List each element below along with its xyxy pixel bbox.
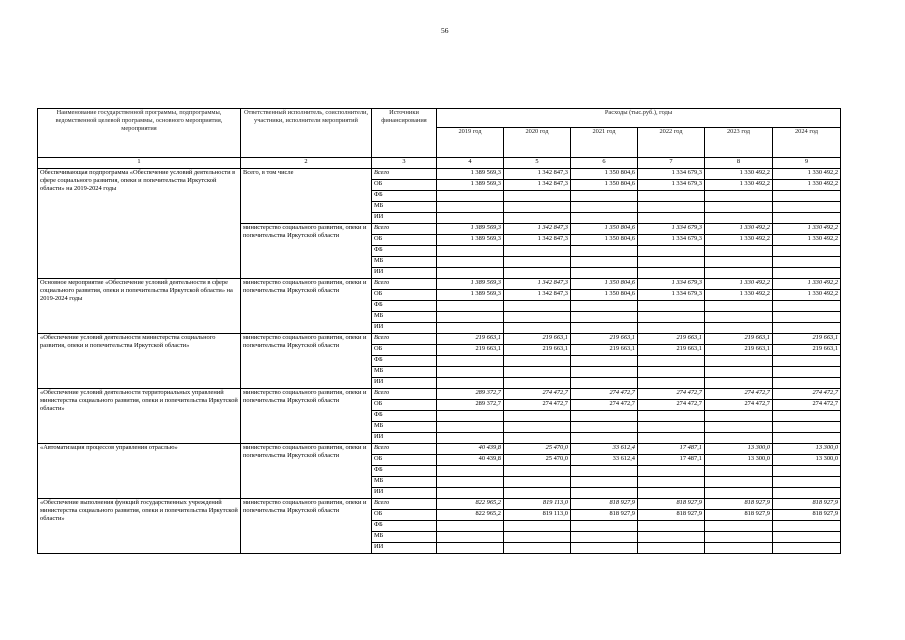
expense-value: 818 927,9 <box>638 499 705 510</box>
funding-source: МБ <box>372 422 437 433</box>
expense-value <box>773 213 841 224</box>
expense-value: 17 487,1 <box>638 455 705 466</box>
column-number: 3 <box>372 158 437 169</box>
expense-value <box>773 191 841 202</box>
funding-source: Всего <box>372 444 437 455</box>
expense-value <box>638 466 705 477</box>
header-name: Наименование государственной программы, подпрограммы, ведомственной целевой программы, основного мероприятия, мероприятия <box>38 109 241 158</box>
executor-name: министерство социального развития, опеки и попечительства Иркутской области <box>241 334 372 389</box>
header-year: 2019 год <box>437 128 504 158</box>
funding-source: ИИ <box>372 433 437 444</box>
expense-value <box>437 323 504 334</box>
expense-value <box>773 521 841 532</box>
program-name: «Автоматизация процессов управления отраслью» <box>38 444 241 499</box>
expense-value: 1 350 804,6 <box>571 169 638 180</box>
expense-value <box>504 323 571 334</box>
expense-value <box>773 422 841 433</box>
expense-value <box>638 246 705 257</box>
expense-value <box>705 521 773 532</box>
expense-value <box>571 466 638 477</box>
expense-value: 1 350 804,6 <box>571 180 638 191</box>
expense-value: 1 334 679,3 <box>638 169 705 180</box>
expense-value <box>437 202 504 213</box>
expense-value: 1 330 492,2 <box>773 290 841 301</box>
expense-value <box>638 488 705 499</box>
expense-value: 819 113,0 <box>504 510 571 521</box>
expense-value <box>705 378 773 389</box>
expense-value: 13 300,0 <box>705 444 773 455</box>
expense-value <box>705 202 773 213</box>
expense-value <box>773 488 841 499</box>
expense-value: 40 439,8 <box>437 455 504 466</box>
expense-value: 274 472,7 <box>571 400 638 411</box>
expense-value: 1 330 492,2 <box>773 224 841 235</box>
expense-value: 1 330 492,2 <box>705 180 773 191</box>
expense-value: 219 663,1 <box>571 345 638 356</box>
expense-value <box>437 411 504 422</box>
expense-value: 13 300,0 <box>773 444 841 455</box>
expense-value: 1 334 679,3 <box>638 180 705 191</box>
expense-value <box>638 268 705 279</box>
expense-value: 1 342 847,3 <box>504 169 571 180</box>
funding-source: Всего <box>372 169 437 180</box>
expense-value <box>705 543 773 554</box>
expense-value: 1 389 569,3 <box>437 290 504 301</box>
page-number: 56 <box>441 26 449 35</box>
expense-value: 40 439,8 <box>437 444 504 455</box>
expense-value: 1 389 569,3 <box>437 180 504 191</box>
expense-value <box>571 411 638 422</box>
table-row <box>38 389 841 400</box>
expense-value <box>571 301 638 312</box>
expense-value <box>705 268 773 279</box>
expense-value <box>705 532 773 543</box>
expense-value <box>773 356 841 367</box>
expense-value <box>504 532 571 543</box>
expense-value: 819 113,0 <box>504 499 571 510</box>
executor-name: министерство социального развития, опеки и попечительства Иркутской области <box>241 279 372 334</box>
header-year: 2024 год <box>773 128 841 158</box>
expense-value <box>437 367 504 378</box>
expense-value <box>705 323 773 334</box>
expense-value: 219 663,1 <box>705 334 773 345</box>
program-name: Обеспечивающая подпрограмма «Обеспечение условий деятельности в сфере социального развития, опеки и попечительства Иркутской области» на 2019-2024 годы <box>38 169 241 279</box>
expense-value <box>571 422 638 433</box>
expense-value <box>705 477 773 488</box>
expense-value: 818 927,9 <box>571 499 638 510</box>
expense-value <box>638 191 705 202</box>
expense-value: 33 612,4 <box>571 444 638 455</box>
expense-value <box>504 411 571 422</box>
expense-value: 1 350 804,6 <box>571 290 638 301</box>
funding-source: ОБ <box>372 235 437 246</box>
expense-value <box>437 378 504 389</box>
expense-value <box>705 213 773 224</box>
expense-value: 1 342 847,3 <box>504 279 571 290</box>
expense-value <box>638 422 705 433</box>
expense-value: 25 470,0 <box>504 444 571 455</box>
expense-value: 289 372,7 <box>437 389 504 400</box>
column-number: 2 <box>241 158 372 169</box>
expense-value <box>571 246 638 257</box>
expense-value: 219 663,1 <box>705 345 773 356</box>
expense-value <box>638 213 705 224</box>
expense-value <box>773 301 841 312</box>
expense-value: 1 330 492,2 <box>705 290 773 301</box>
expense-value: 274 472,7 <box>504 389 571 400</box>
expense-value <box>437 257 504 268</box>
funding-source: ОБ <box>372 510 437 521</box>
header-year: 2021 год <box>571 128 638 158</box>
expense-value: 274 472,7 <box>571 389 638 400</box>
expense-value: 274 472,7 <box>705 389 773 400</box>
expense-value: 219 663,1 <box>773 334 841 345</box>
expense-value <box>705 488 773 499</box>
column-number: 5 <box>504 158 571 169</box>
expense-value: 818 927,9 <box>705 499 773 510</box>
expense-value <box>705 301 773 312</box>
executor-name: министерство социального развития, опеки и попечительства Иркутской области <box>241 444 372 499</box>
expense-value <box>773 323 841 334</box>
executor-name: Всего, в том числе <box>241 169 372 224</box>
expense-value: 822 965,2 <box>437 499 504 510</box>
column-number: 1 <box>38 158 241 169</box>
expense-value <box>773 477 841 488</box>
expense-value: 818 927,9 <box>773 499 841 510</box>
expense-value <box>571 543 638 554</box>
expense-value: 1 330 492,2 <box>773 279 841 290</box>
funding-source: ОБ <box>372 290 437 301</box>
funding-source: ФБ <box>372 411 437 422</box>
expense-value <box>705 367 773 378</box>
expense-value: 219 663,1 <box>571 334 638 345</box>
expense-value <box>638 301 705 312</box>
expense-value: 274 472,7 <box>773 400 841 411</box>
funding-source: ОБ <box>372 455 437 466</box>
table-row <box>38 279 841 290</box>
expense-value: 219 663,1 <box>773 345 841 356</box>
funding-source: ИИ <box>372 378 437 389</box>
expense-value <box>638 411 705 422</box>
expense-value <box>504 213 571 224</box>
expense-value <box>638 356 705 367</box>
expense-value <box>773 433 841 444</box>
expense-value <box>773 543 841 554</box>
expense-value: 1 330 492,2 <box>705 279 773 290</box>
expense-value <box>773 268 841 279</box>
table-row <box>38 499 841 510</box>
expense-value <box>571 257 638 268</box>
executor-name: министерство социального развития, опеки и попечительства Иркутской области <box>241 224 372 279</box>
funding-source: МБ <box>372 202 437 213</box>
expense-value <box>638 378 705 389</box>
expense-value <box>773 466 841 477</box>
expense-value: 274 472,7 <box>705 400 773 411</box>
expense-value: 219 663,1 <box>638 345 705 356</box>
expense-value: 1 350 804,6 <box>571 279 638 290</box>
expense-value: 818 927,9 <box>705 510 773 521</box>
expense-value <box>773 378 841 389</box>
expense-value: 1 334 679,3 <box>638 279 705 290</box>
expense-value <box>638 312 705 323</box>
expense-value: 1 330 492,2 <box>705 169 773 180</box>
expense-value <box>504 268 571 279</box>
expense-value <box>437 422 504 433</box>
expense-value: 25 470,0 <box>504 455 571 466</box>
expense-value: 1 389 569,3 <box>437 169 504 180</box>
expense-value: 274 472,7 <box>504 400 571 411</box>
expense-value <box>638 202 705 213</box>
table-row <box>38 444 841 455</box>
expense-value <box>504 367 571 378</box>
program-name: Основное мероприятие «Обеспечение условий деятельности в сфере социального развития, опеки и попечительства Иркутской области» на 2019-2024 годы <box>38 279 241 334</box>
expense-value <box>571 356 638 367</box>
expense-value <box>504 356 571 367</box>
expense-value: 1 342 847,3 <box>504 224 571 235</box>
expense-value: 274 472,7 <box>773 389 841 400</box>
expense-value: 818 927,9 <box>571 510 638 521</box>
expense-value <box>437 312 504 323</box>
expense-value: 219 663,1 <box>638 334 705 345</box>
expense-value: 13 300,0 <box>773 455 841 466</box>
expense-value: 219 663,1 <box>504 334 571 345</box>
expense-value: 1 350 804,6 <box>571 224 638 235</box>
program-name: «Обеспечение условий деятельности территориальных управлений министерства социального развития, опеки и попечительства Иркутской области» <box>38 389 241 444</box>
header-source: Источники финансирования <box>372 109 437 158</box>
header-year: 2022 год <box>638 128 705 158</box>
funding-source: ФБ <box>372 521 437 532</box>
expense-value <box>638 257 705 268</box>
expense-value: 1 342 847,3 <box>504 235 571 246</box>
funding-source: Всего <box>372 279 437 290</box>
funding-source: ФБ <box>372 246 437 257</box>
column-number: 7 <box>638 158 705 169</box>
expense-value <box>773 257 841 268</box>
expense-value: 219 663,1 <box>504 345 571 356</box>
expense-value: 1 330 492,2 <box>705 235 773 246</box>
expense-value: 1 330 492,2 <box>705 224 773 235</box>
expense-value <box>773 246 841 257</box>
expense-value <box>504 378 571 389</box>
expense-value <box>504 521 571 532</box>
funding-source: ОБ <box>372 345 437 356</box>
funding-source: МБ <box>372 257 437 268</box>
expense-value <box>504 466 571 477</box>
expense-value <box>705 191 773 202</box>
funding-source: ФБ <box>372 191 437 202</box>
expense-value: 1 342 847,3 <box>504 290 571 301</box>
expense-value <box>571 378 638 389</box>
expense-value <box>571 477 638 488</box>
expense-value <box>773 312 841 323</box>
funding-source: ИИ <box>372 268 437 279</box>
expense-value <box>705 411 773 422</box>
expense-value <box>638 543 705 554</box>
expense-value: 219 663,1 <box>437 345 504 356</box>
expense-value <box>773 532 841 543</box>
budget-table <box>37 108 841 554</box>
expense-value <box>504 246 571 257</box>
expense-value: 1 334 679,3 <box>638 224 705 235</box>
expense-value: 33 612,4 <box>571 455 638 466</box>
expense-value: 289 372,7 <box>437 400 504 411</box>
column-number: 9 <box>773 158 841 169</box>
expense-value <box>504 301 571 312</box>
expense-value <box>504 433 571 444</box>
expense-value: 1 334 679,3 <box>638 235 705 246</box>
header-executor: Ответственный исполнитель, соисполнители, участники, исполнители мероприятий <box>241 109 372 158</box>
expense-value: 822 965,2 <box>437 510 504 521</box>
expense-value <box>571 433 638 444</box>
expense-value <box>504 543 571 554</box>
expense-value <box>705 257 773 268</box>
expense-value <box>571 202 638 213</box>
expense-value <box>504 257 571 268</box>
expense-value: 13 300,0 <box>705 455 773 466</box>
funding-source: Всего <box>372 334 437 345</box>
expense-value: 274 472,7 <box>638 389 705 400</box>
expense-value: 1 330 492,2 <box>773 169 841 180</box>
expense-value <box>705 422 773 433</box>
funding-source: ОБ <box>372 180 437 191</box>
expense-value: 818 927,9 <box>638 510 705 521</box>
expense-value <box>437 213 504 224</box>
expense-value <box>437 488 504 499</box>
expense-value <box>437 532 504 543</box>
column-number: 8 <box>705 158 773 169</box>
expense-value <box>773 411 841 422</box>
expense-value <box>504 477 571 488</box>
expense-value: 1 330 492,2 <box>773 235 841 246</box>
header-expenses: Расходы (тыс.руб.), годы <box>437 109 841 128</box>
expense-value <box>571 312 638 323</box>
executor-name: министерство социального развития, опеки и попечительства Иркутской области <box>241 499 372 554</box>
funding-source: ОБ <box>372 400 437 411</box>
funding-source: Всего <box>372 389 437 400</box>
expense-value <box>437 191 504 202</box>
expense-value <box>638 433 705 444</box>
expense-value <box>571 191 638 202</box>
expense-value <box>705 466 773 477</box>
funding-source: Всего <box>372 224 437 235</box>
expense-value <box>437 466 504 477</box>
expense-value: 818 927,9 <box>773 510 841 521</box>
expense-value: 1 389 569,3 <box>437 235 504 246</box>
expense-value <box>571 488 638 499</box>
expense-value <box>437 433 504 444</box>
expense-value <box>437 246 504 257</box>
funding-source: МБ <box>372 367 437 378</box>
funding-source: ИИ <box>372 323 437 334</box>
expense-value <box>437 477 504 488</box>
header-year: 2020 год <box>504 128 571 158</box>
expense-value: 1 389 569,3 <box>437 279 504 290</box>
program-name: «Обеспечение выполнения функций государственных учреждений министерства социального развития, опеки и попечительства Иркутской области» <box>38 499 241 554</box>
expense-value <box>504 191 571 202</box>
column-number: 4 <box>437 158 504 169</box>
funding-source: ФБ <box>372 466 437 477</box>
expense-value <box>571 532 638 543</box>
column-number: 6 <box>571 158 638 169</box>
funding-source: ФБ <box>372 356 437 367</box>
expense-value <box>504 422 571 433</box>
funding-source: ИИ <box>372 488 437 499</box>
expense-value <box>571 213 638 224</box>
table-row <box>38 169 841 180</box>
expense-value <box>705 246 773 257</box>
expense-value: 274 472,7 <box>638 400 705 411</box>
expense-value <box>638 367 705 378</box>
funding-source: ИИ <box>372 543 437 554</box>
expense-value: 17 487,1 <box>638 444 705 455</box>
expense-value: 1 334 679,3 <box>638 290 705 301</box>
funding-source: ИИ <box>372 213 437 224</box>
expense-value <box>638 532 705 543</box>
table-row <box>38 334 841 345</box>
funding-source: Всего <box>372 499 437 510</box>
expense-value <box>437 301 504 312</box>
expense-value: 1 389 569,3 <box>437 224 504 235</box>
expense-value <box>504 202 571 213</box>
expense-value <box>437 521 504 532</box>
expense-value <box>705 356 773 367</box>
expense-value <box>571 268 638 279</box>
expense-value <box>437 356 504 367</box>
expense-value <box>638 323 705 334</box>
header-year: 2023 год <box>705 128 773 158</box>
expense-value <box>705 433 773 444</box>
funding-source: ФБ <box>372 301 437 312</box>
expense-value <box>437 268 504 279</box>
funding-source: МБ <box>372 477 437 488</box>
expense-value <box>638 477 705 488</box>
expense-value <box>705 312 773 323</box>
expense-value: 1 342 847,3 <box>504 180 571 191</box>
expense-value <box>504 488 571 499</box>
expense-value <box>571 521 638 532</box>
expense-value <box>571 323 638 334</box>
program-name: «Обеспечение условий деятельности министерства социального развития, опеки и попечительства Иркутской области» <box>38 334 241 389</box>
funding-source: МБ <box>372 532 437 543</box>
executor-name: министерство социального развития, опеки и попечительства Иркутской области <box>241 389 372 444</box>
expense-value <box>773 367 841 378</box>
expense-value <box>773 202 841 213</box>
expense-value <box>571 367 638 378</box>
expense-value: 1 350 804,6 <box>571 235 638 246</box>
expense-value: 1 330 492,2 <box>773 180 841 191</box>
expense-value <box>437 543 504 554</box>
expense-value: 219 663,1 <box>437 334 504 345</box>
expense-value <box>504 312 571 323</box>
funding-source: МБ <box>372 312 437 323</box>
expense-value <box>638 521 705 532</box>
